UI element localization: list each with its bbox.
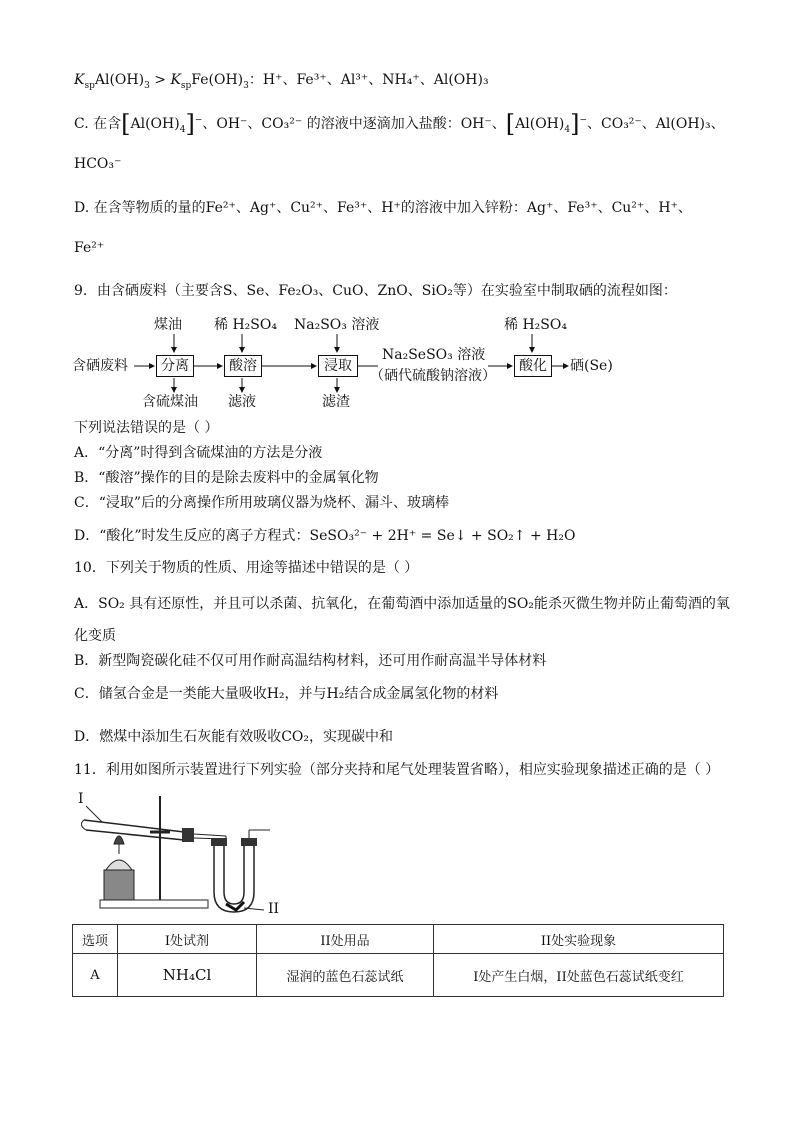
apparatus-drawing bbox=[74, 792, 294, 920]
q8-option-c: C. 在含$[Al(OH)_4]^-$、OH⁻、CO₃²⁻ 的溶液中逐滴加入盐酸：OH⁻、$[Al(OH)_4]^-$、CO₃²⁻、Al(OH)₃、 bbox=[74, 110, 725, 138]
flow-in1: 煤油 bbox=[154, 317, 182, 333]
q10-option-b: B．新型陶瓷碳化硅不仅可用作耐高温结构材料，还可用作耐高温半导体材料 bbox=[74, 653, 547, 669]
q11-stem: 11．利用如图所示装置进行下列实验（部分夹持和尾气处理装置省略），相应实验现象描述正确的是（ ） bbox=[74, 762, 720, 778]
q10-option-c: C．储氢合金是一类能大量吸收H₂，并与H₂结合成金属氢化物的材料 bbox=[74, 686, 499, 702]
table-cell: 湿润的蓝色石蕊试纸 bbox=[257, 954, 434, 997]
ksp-k: K bbox=[74, 72, 85, 88]
q9-option-a: A．“分离”时得到含硫煤油的方法是分液 bbox=[74, 445, 323, 461]
flow-product: 硒(Se) bbox=[570, 358, 613, 374]
q8-option-d-wrap: Fe²⁺ bbox=[74, 240, 105, 256]
q11-apparatus-diagram bbox=[74, 792, 294, 920]
q10-option-a-wrap: 化变质 bbox=[74, 628, 116, 644]
q10-option-d: D．燃煤中添加生石灰能有效吸收CO₂，实现碳中和 bbox=[74, 729, 394, 745]
table-header-row bbox=[73, 925, 724, 954]
c-rest: 、OH⁻、CO₃²⁻ 的溶液中逐滴加入盐酸：OH⁻、 bbox=[202, 116, 506, 132]
ksp-sub: sp bbox=[84, 80, 95, 91]
q8-option-d: D. 在含等物质的量的Fe²⁺、Ag⁺、Cu²⁺、Fe³⁺、H⁺的溶液中加入锌粉：Ag⁺、Fe³⁺、Cu²⁺、H⁺、 bbox=[74, 200, 692, 216]
flow-box-separate: 分离 bbox=[156, 355, 194, 377]
table-row bbox=[73, 954, 724, 997]
flow-mid-top: Na₂SeSO₃ 溶液 bbox=[382, 347, 486, 363]
table-header: I处试剂 bbox=[118, 925, 257, 954]
q10-option-a: A．SO₂ 具有还原性，并且可以杀菌、抗氧化，在葡萄酒中添加适量的SO₂能杀灭微生物并防止葡萄酒的氧 bbox=[74, 596, 730, 612]
q9-option-b: B．“酸溶”操作的目的是除去废料中的金属氧化物 bbox=[74, 470, 379, 486]
c-ion1: Al(OH) bbox=[130, 116, 180, 132]
q9-option-c: C．“浸取”后的分离操作所用玻璃仪器为烧杯、漏斗、玻璃棒 bbox=[74, 495, 450, 511]
table-header: II处实验现象 bbox=[434, 925, 724, 954]
q8-option-c-wrap: HCO₃⁻ bbox=[74, 156, 122, 172]
flow-start: 含硒废料 bbox=[72, 358, 128, 374]
table-cell: A bbox=[73, 954, 118, 997]
table-cell: NH₄Cl bbox=[118, 954, 257, 997]
table-header: 选项 bbox=[73, 925, 118, 954]
q10-stem: 10．下列关于物质的性质、用途等描述中错误的是（ ） bbox=[74, 560, 419, 576]
table-header: II处用品 bbox=[257, 925, 434, 954]
flow-out1: 含硫煤油 bbox=[142, 394, 198, 410]
apparatus-label-I: I bbox=[78, 791, 84, 807]
q9-question: 下列说法错误的是（ ） bbox=[74, 420, 219, 436]
flow-in2: 稀 H₂SO₄ bbox=[214, 317, 277, 333]
c-order-tail: 、CO₃²⁻、Al(OH)₃、 bbox=[587, 116, 725, 132]
flow-in4: 稀 H₂SO₄ bbox=[504, 317, 567, 333]
q8-ksp-line: $K_{sp}Al(OH)_3 > K_{sp}Fe(OH)_3$：H⁺、Fe³⁺、Al³⁺、NH₄⁺、Al(OH)₃ bbox=[74, 72, 489, 91]
flow-box-acidify: 酸化 bbox=[514, 355, 552, 377]
q9-option-d: D．“酸化”时发生反应的离子方程式：SeSO₃²⁻ + 2H⁺ = Se↓ + SO₂↑ + H₂O bbox=[74, 528, 576, 544]
flow-mid-bottom: （硒代硫酸钠溶液） bbox=[370, 368, 496, 384]
q9-flow-chart bbox=[72, 314, 732, 414]
flow-in3: Na₂SO₃ 溶液 bbox=[294, 317, 380, 333]
flow-out3: 滤渣 bbox=[322, 394, 350, 410]
flow-out2: 滤液 bbox=[228, 394, 256, 410]
apparatus-label-II: II bbox=[268, 901, 280, 917]
q9-stem: 9．由含硒废料（主要含S、Se、Fe₂O₃、CuO、ZnO、SiO₂等）在实验室中制取硒的流程如图： bbox=[74, 283, 677, 299]
ksp-order: H⁺、Fe³⁺、Al³⁺、NH₄⁺、Al(OH)₃ bbox=[262, 72, 489, 88]
table-cell: I处产生白烟，II处蓝色石蕊试纸变红 bbox=[434, 954, 724, 997]
q11-table bbox=[72, 924, 724, 997]
flow-box-acid-dissolve: 酸溶 bbox=[224, 355, 262, 377]
flow-box-leach: 浸取 bbox=[318, 355, 358, 377]
ksp-formula1: Al(OH) bbox=[94, 72, 145, 88]
c-label: C. 在含 bbox=[74, 116, 122, 132]
ksp-formula2: Fe(OH) bbox=[191, 72, 244, 88]
